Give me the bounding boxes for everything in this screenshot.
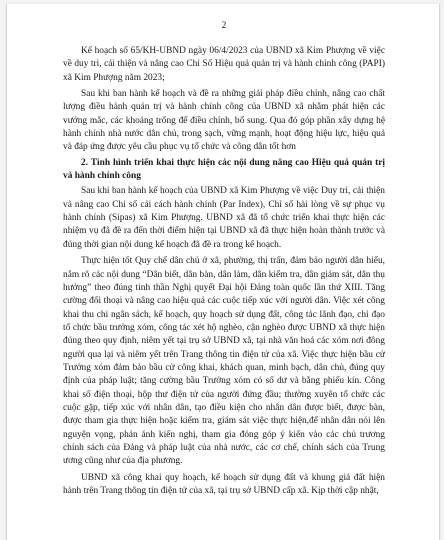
paragraph: Kế hoạch số 65/KH-UBND ngày 06/4/2023 của UBND xã Kim Phượng về việc về duy trì, cải thiện và nâng cao Chỉ Số Hiệu quả quản trị và hành chính công (PAPI) xã Kim Phượng năm 2023;: [63, 46, 385, 83]
section-heading: 2. Tình hình triển khai thực hiện các nội dung nâng cao Hiệu quả quản trị và hành chính công: [63, 157, 385, 182]
page-content: [63, 20, 385, 501]
paragraph: Thực hiện tốt Quy chế dân chủ ở xã, phường, thị trấn, đảm bảo người dân hiểu, nắm rõ các nội dung “Dân biết, dân bàn, dân làm, dân kiểm tra, dân giám sát, dân thụ hưởng” theo đúng tinh thần Nghị quyết Đại hội Đảng toàn quốc lần thứ XIII. Tăng cường đối thoại và nâng cao hiệu quả các cuộc tiếp xúc với người dân. Việc xét công khai thu chi ngân sách, kế hoạch, quy hoạch sử dụng đất, công tác lãnh đạo, chỉ đạo tổ chức bầu trưởng xóm, công tác xét hộ nghèo, cận nghèo được UBND xã thực hiện đúng theo quy định, niêm yết tại trụ sở UBND xã, tại nhà văn hoá các xóm nơi đông người qua lại và niêm yết trên Trang thông tin điện tử của xã. Việc thực hiện bầu cử Trưởng xóm đảm bảo bầu cử công khai, khách quan, minh bạch, dân chủ, đúng quy định của pháp luật; tăng cường bầu Trưởng xóm có số dư và bằng phiếu kín. Công khai số điện thoại, hộp thư điện tử của người đứng đầu; thường xuyên tổ chức các cuộc gặp, tiếp xúc với nhân dân, tạo điều kiện cho nhân dân được biết, được bàn, được tham gia thực hiện hoặc kiểm tra, giám sát việc thực hiện,để nhân dân nói lên nguyện vọng, phản ánh kiến nghị, tham gia đóng góp ý kiến vào các chủ trương chính sách của Đảng và pháp luật của nhà nước, các cơ chế, chính sách của Trung ương cũng như của địa phương.: [63, 256, 385, 467]
page-number: 2: [221, 21, 227, 31]
paragraph: Sau khi ban hành kế hoạch và đề ra những giải pháp điều chỉnh, nâng cao chất lượng điều hành quản trị và hành chính công của UBND xã nhằm phát hiện các vướng mắc, các khoảng trống để điều chỉnh, bổ sung. Qua đó góp phần xây dựng hệ hành chính nhà nước dân chủ, trong sạch, vững mạnh, hoạt động hiệu lực, hiệu quả và đáp ứng được yêu cầu phục vụ tổ chức và công dân tốt hơn: [63, 89, 385, 153]
paragraph: Sau khi ban hành kế hoạch của UBND xã Kim Phượng về việc Duy trì, cải thiện và nâng cao Chỉ số cải cách hành chính (Par Index), Chỉ số hài lòng về sự phục vụ hành chính (Sipas) xã Kim Phượng. UBND xã đã tổ chức triển khai thực hiện các nhiệm vụ đã đề ra đến thời điểm hiện tại UBND xã đã thực hiện hoàn thành trước và đúng thời gian nội dung kế hoạch đã đề ra trong kế hoạch.: [63, 186, 385, 250]
paragraph: UBND xã công khai quy hoạch, kế hoạch sử dụng đất và khung giá đất hiện hành trên Trang thông tin điện tử của xã, tại trụ sở UBND cấp xã. Kịp thời cập nhật,: [63, 472, 385, 496]
document-page: [6, 4, 440, 540]
